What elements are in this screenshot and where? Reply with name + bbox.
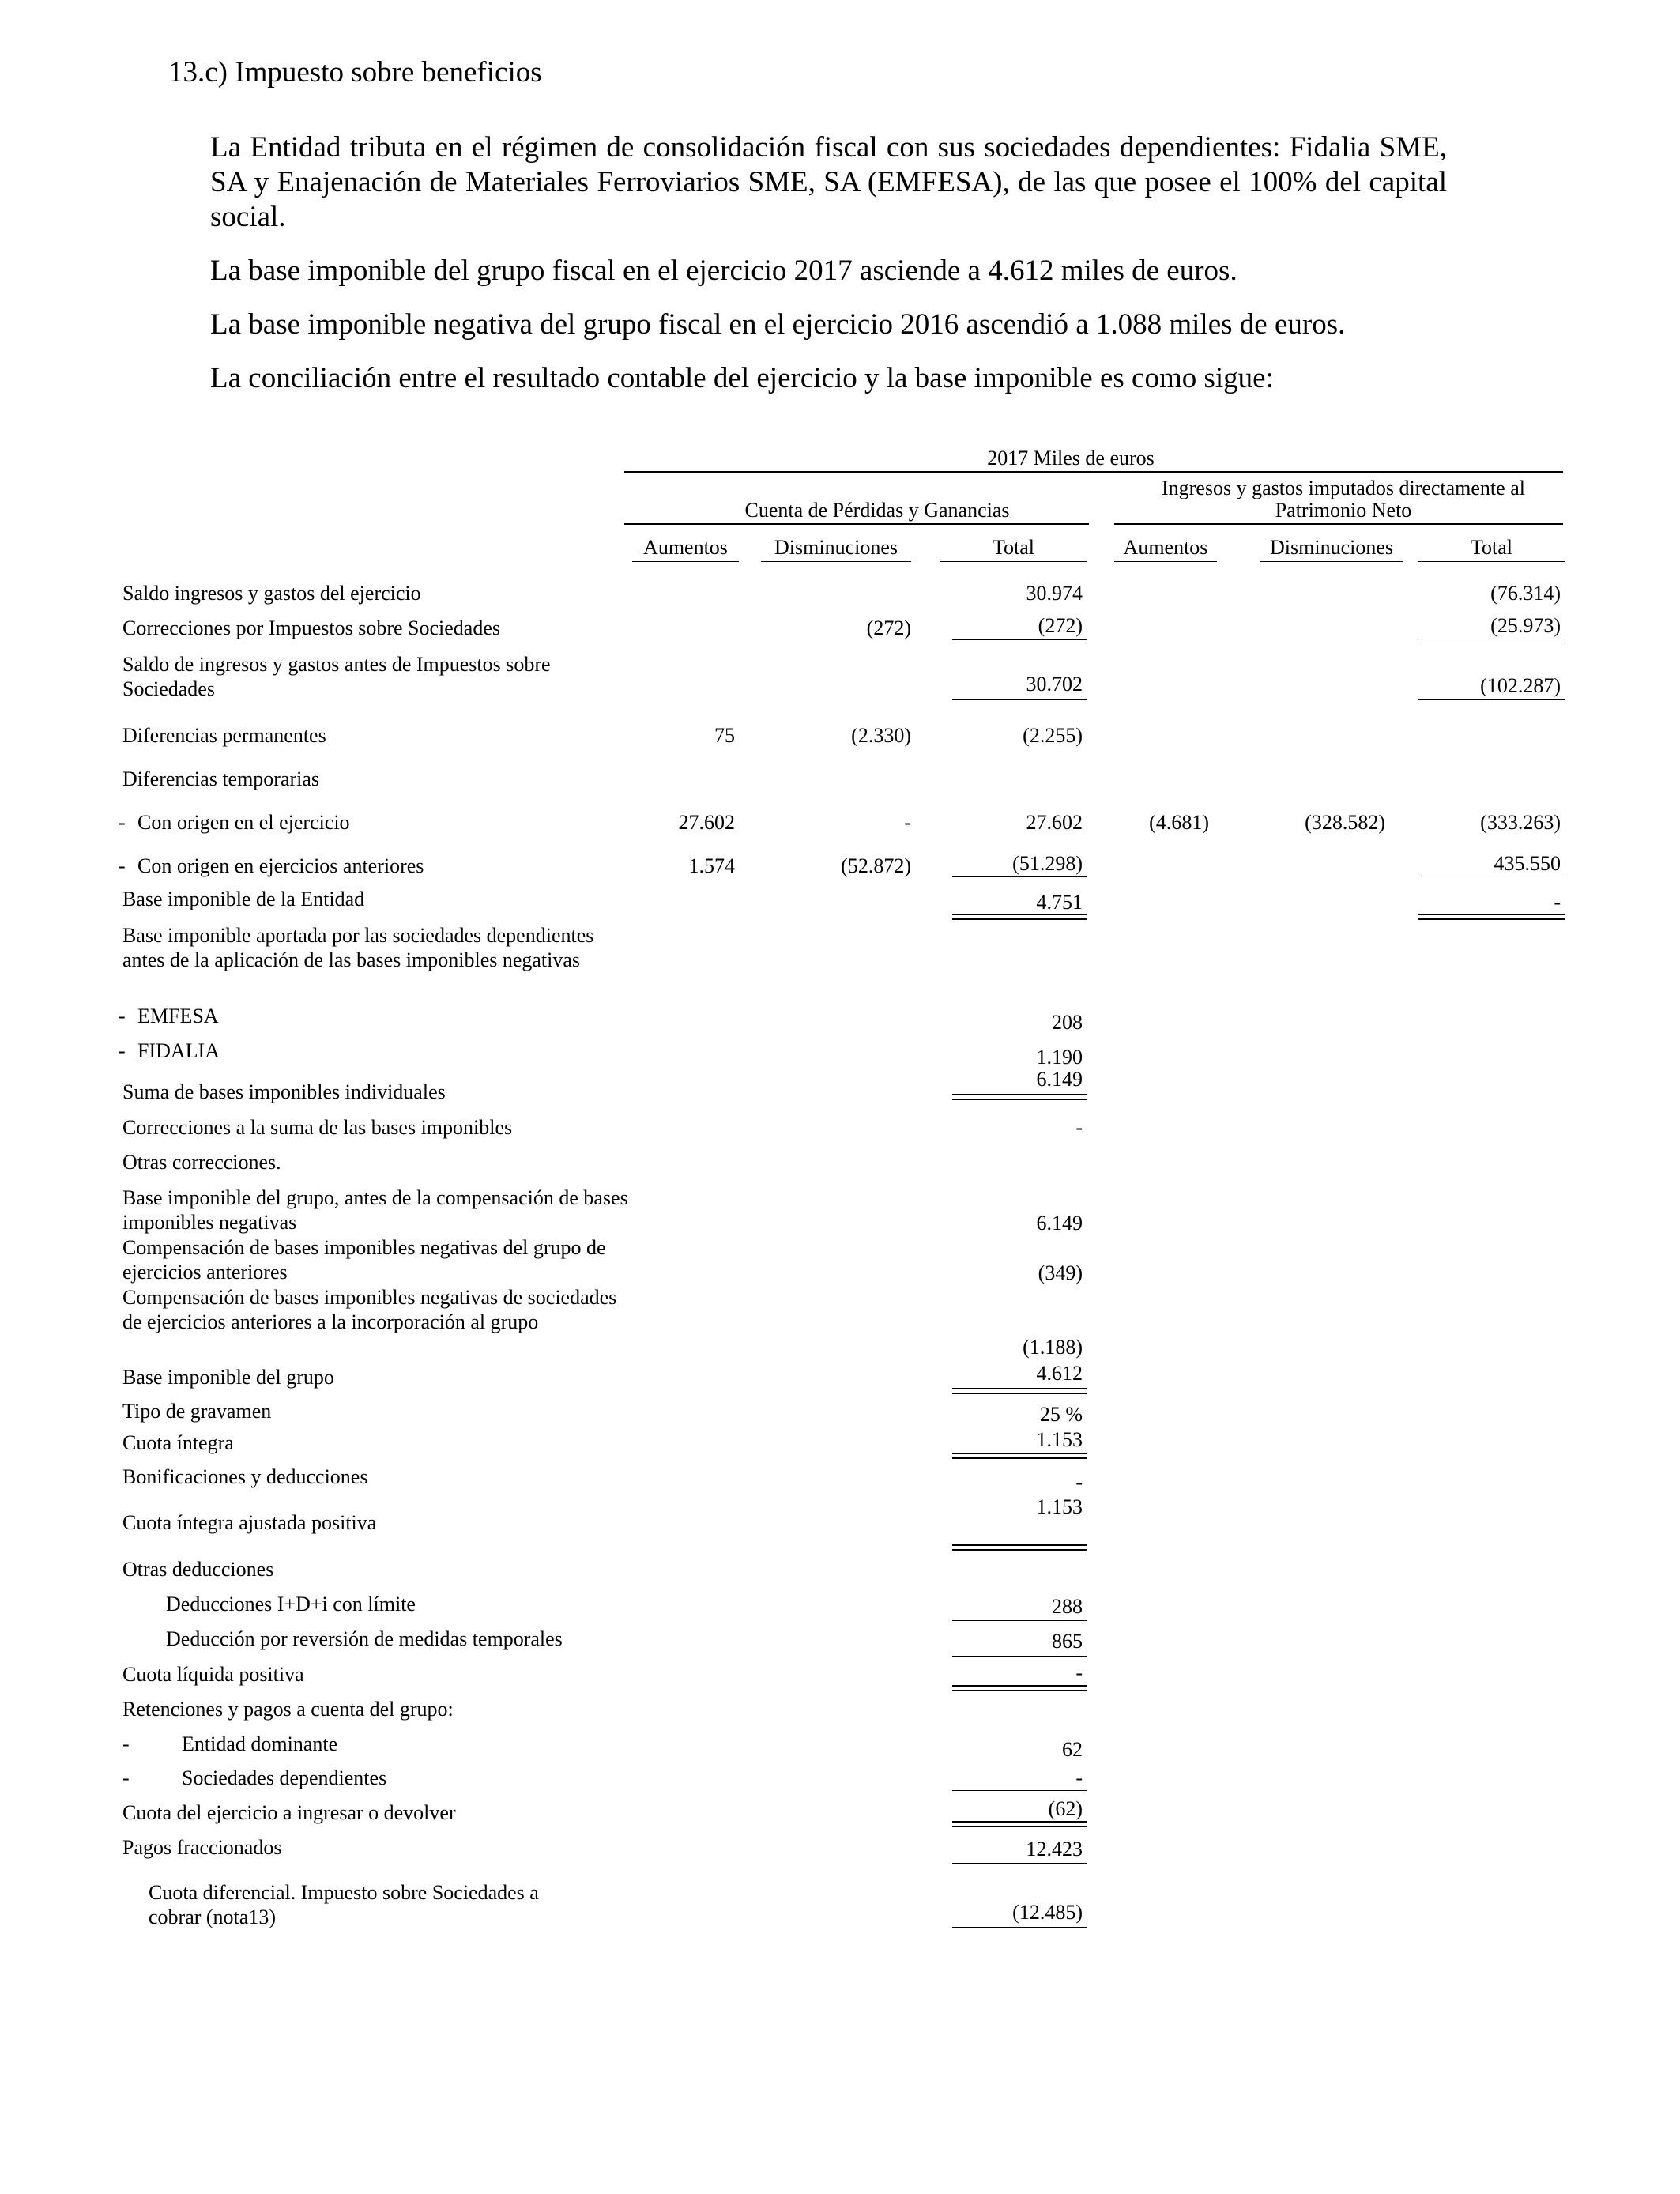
rule [952,1863,1087,1864]
row-label: Base imponible de la Entidad [122,888,365,910]
cell-total: 865 [1052,1630,1083,1653]
cell-total: (349) [1038,1261,1083,1284]
paragraph-base-2016: La base imponible negativa del grupo fiscal en el ejercicio 2016 ascendió a 1.088 miles de euros. [210,308,1346,341]
cell-total: 1.190 [1036,1046,1083,1069]
cell-total: 6.149 [1036,1212,1083,1235]
rule [952,639,1087,640]
cell-total: 208 [1052,1011,1083,1034]
rule [952,1656,1087,1657]
row-label: Deducción por reversión de medidas temporales [166,1627,563,1650]
col-rule [761,561,911,562]
row-label: Saldo ingresos y gastos del ejercicio [122,582,421,605]
row-label: Con origen en ejercicios anteriores [137,854,424,877]
row-label: EMFESA [137,1005,219,1027]
cell-total: - [1075,1116,1083,1139]
cell-disminuciones-pn: (328.582) [1305,811,1385,834]
rule [952,876,1087,877]
row-label: Cuota diferencial. Impuesto sobre Sociedades a cobrar (nota13) [149,1881,539,1928]
row-label: Base imponible del grupo [122,1366,334,1389]
row-label: FIDALIA [137,1039,220,1062]
cell-disminuciones: (52.872) [841,854,911,877]
cell-total: 62 [1062,1738,1083,1761]
row-label: Deducciones I+D+i con límite [166,1593,416,1615]
double-rule [952,1453,1087,1459]
row-label: Compensación de bases imponibles negativas del grupo de ejercicios anteriores [122,1236,606,1284]
table-title: 2017 Miles de euros [987,447,1155,469]
double-rule [952,1821,1087,1827]
row-label: Retenciones y pagos a cuenta del grupo: [122,1698,454,1721]
row-label: Cuota del ejercicio a ingresar o devolver [122,1801,456,1824]
cell-total: (62) [1048,1797,1083,1820]
group-rule-pyg [624,523,1089,525]
section-heading: 13.c) Impuesto sobre beneficios [168,56,542,89]
rule [952,1620,1087,1621]
row-label: Cuota íntegra [122,1431,234,1454]
col-header-total-pn: Total [1470,536,1513,559]
cell-total-pn: (25.973) [1490,614,1561,637]
row-dash: - [122,1766,130,1789]
rule [952,699,1087,700]
col-rule [1418,561,1565,562]
double-rule [952,1685,1087,1691]
cell-aumentos-pn: (4.681) [1149,811,1209,834]
cell-total: (51.298) [1012,852,1083,875]
double-rule [952,914,1087,920]
col-rule [940,561,1087,562]
cell-disminuciones: - [904,811,911,834]
cell-total: (2.255) [1023,724,1083,747]
rule [952,1927,1087,1928]
row-dash: - [122,1732,130,1755]
cell-total: 6.149 [1036,1068,1083,1091]
cell-total: 4.751 [1036,891,1083,914]
col-rule [1114,561,1217,562]
cell-aumentos: 1.574 [688,854,735,877]
row-dash: - [119,1005,126,1027]
cell-total-pn: - [1554,891,1561,914]
paragraph-consolidation: La Entidad tributa en el régimen de consolidación fiscal con sus sociedades dependientes: Fidalia SME, SA y Enajenación de Materiales Ferroviarios SME, SA (EMFESA), de las que posee el 100% del capital social. [210,131,1447,233]
col-rule [632,561,739,562]
cell-total: 30.702 [1026,673,1083,696]
cell-disminuciones: (272) [866,616,911,639]
row-label: Entidad dominante [182,1732,338,1755]
row-label: Diferencias permanentes [122,724,326,747]
row-label: Con origen en el ejercicio [137,811,350,834]
row-label: Suma de bases imponibles individuales [122,1080,446,1103]
row-label: Diferencias temporarias [122,767,320,790]
cell-total-pn: (102.287) [1480,674,1561,697]
paragraph-conciliation-intro: La conciliación entre el resultado contable del ejercicio y la base imponible es como sigue: [210,362,1274,394]
rule [952,1790,1087,1791]
row-label: Cuota líquida positiva [122,1663,304,1686]
cell-total: 27.602 [1026,811,1083,834]
cell-total: 12.423 [1026,1838,1083,1860]
cell-total: (12.485) [1012,1901,1083,1924]
row-label: Cuota íntegra ajustada positiva [122,1511,377,1534]
cell-total: 25 % [1039,1403,1083,1426]
group-header-pyg: Cuenta de Pérdidas y Ganancias [744,499,1010,522]
row-label: Base imponible del grupo, antes de la compensación de bases imponibles negativas [122,1186,628,1234]
table-title-rule [624,471,1563,473]
row-label: Otras deducciones [122,1558,274,1581]
cell-aumentos: 75 [714,724,735,747]
paragraph-base-2017: La base imponible del grupo fiscal en el ejercicio 2017 asciende a 4.612 miles de euros. [210,254,1237,287]
row-label: Base imponible aportada por las sociedades dependientes antes de la aplicación de las bases imponibles negativas [122,924,594,971]
cell-total-pn: (76.314) [1490,582,1561,605]
cell-total-pn: (333.263) [1480,811,1561,834]
cell-total: 288 [1052,1595,1083,1618]
row-label: Correcciones a la suma de las bases imponibles [122,1116,513,1139]
row-label: Compensación de bases imponibles negativas de sociedades de ejercicios anteriores a la incorporación al grupo [122,1286,617,1333]
row-label: Otras correcciones. [122,1151,281,1174]
col-header-disminuciones: Disminuciones [774,536,898,559]
cell-total: (1.188) [1023,1336,1083,1359]
row-label: Tipo de gravamen [122,1400,272,1423]
row-label: Bonificaciones y deducciones [122,1465,368,1488]
row-dash: - [119,1039,126,1062]
col-header-aumentos: Aumentos [643,536,728,559]
row-label: Sociedades dependientes [182,1766,387,1789]
cell-total: 1.153 [1036,1495,1083,1518]
cell-total: 4.612 [1036,1362,1083,1385]
double-rule [1418,914,1565,920]
double-rule [952,1094,1087,1100]
cell-total: - [1075,1471,1083,1494]
group-header-patrimonio: Ingresos y gastos imputados directamente al Patrimonio Neto [1162,477,1525,522]
cell-total: (272) [1038,614,1083,637]
double-rule [952,1388,1087,1394]
cell-total: - [1075,1661,1083,1684]
col-header-aumentos-pn: Aumentos [1123,536,1208,559]
cell-total: - [1075,1766,1083,1789]
row-dash: - [119,854,126,877]
row-dash: - [119,811,126,834]
cell-disminuciones: (2.330) [851,724,911,747]
cell-total: 1.153 [1036,1428,1083,1451]
col-header-disminuciones-pn: Disminuciones [1270,536,1393,559]
col-header-total: Total [992,536,1035,559]
cell-total-pn: 435.550 [1494,852,1561,875]
row-label: Correcciones por Impuestos sobre Sociedades [122,616,500,639]
double-rule [952,1544,1087,1551]
cell-aumentos: 27.602 [678,811,735,834]
group-rule-patrimonio [1114,523,1563,525]
cell-total: 30.974 [1026,582,1083,605]
row-label: Saldo de ingresos y gastos antes de Impuestos sobre Sociedades [122,653,551,700]
col-rule [1260,561,1403,562]
rule [1418,699,1565,700]
row-label: Pagos fraccionados [122,1836,282,1859]
